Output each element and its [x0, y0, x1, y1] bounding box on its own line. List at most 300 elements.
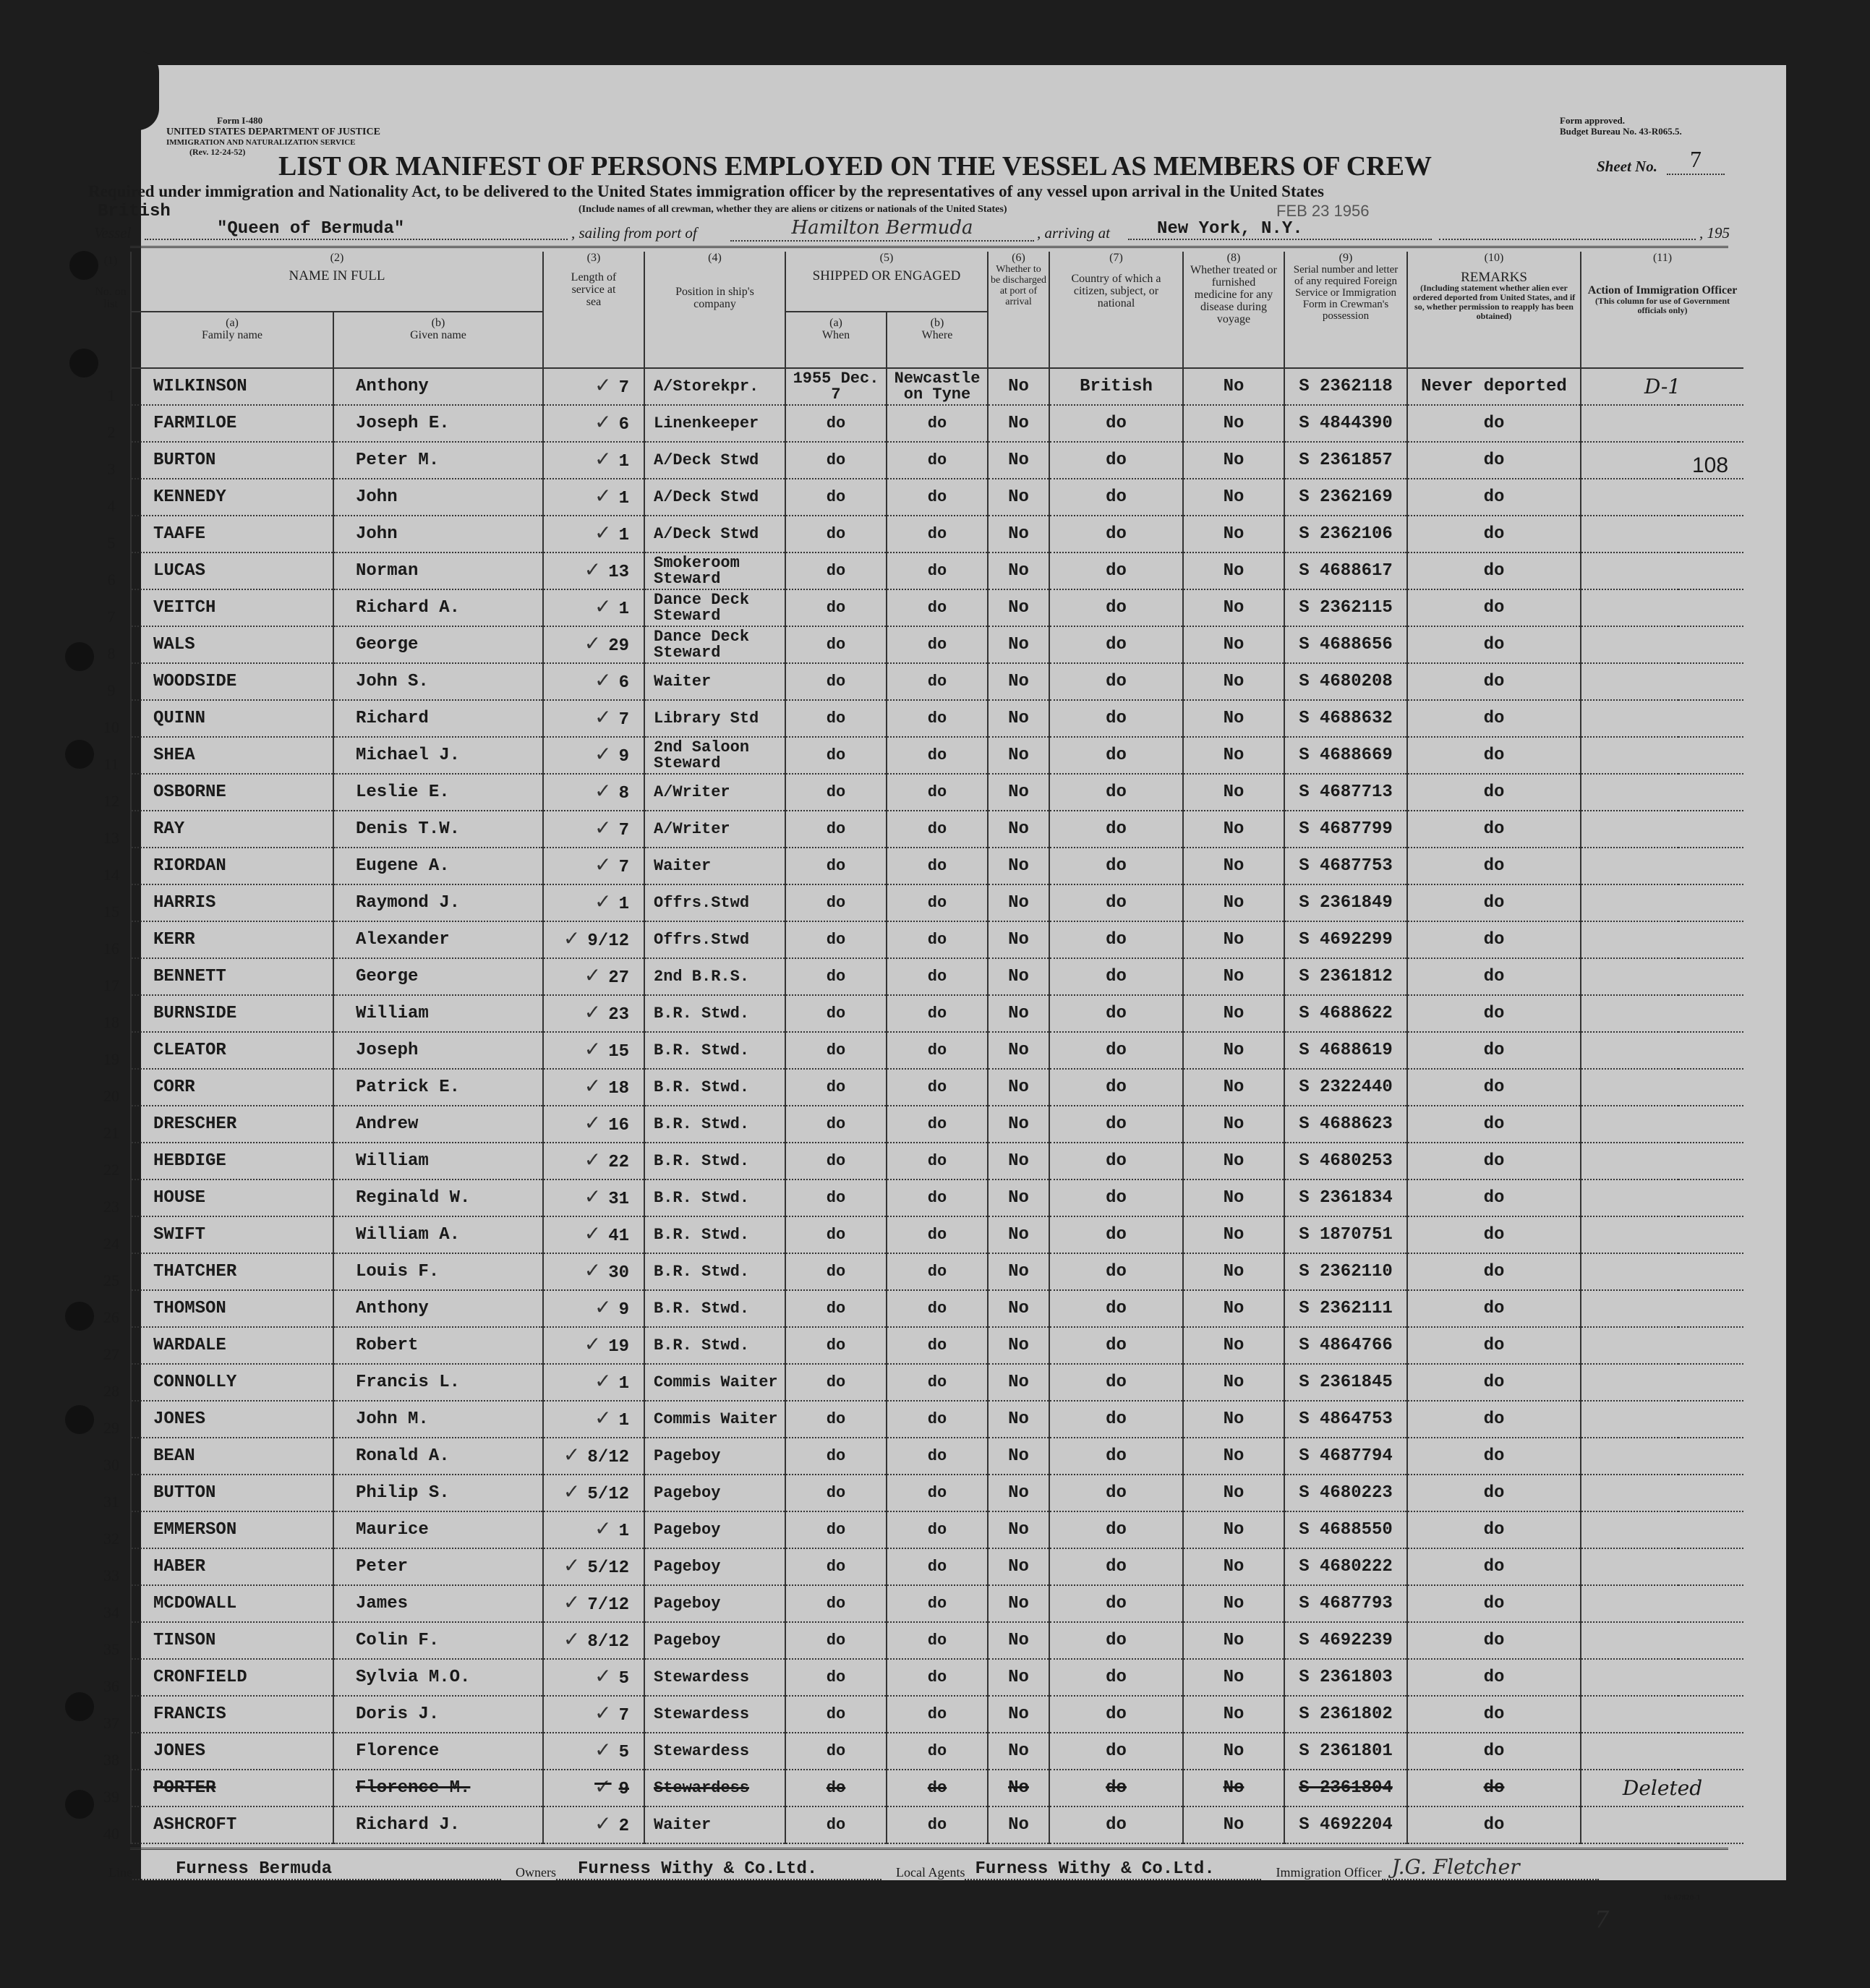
cell-action: [1581, 479, 1743, 516]
cell-where: [887, 884, 988, 921]
value-service: 7: [618, 377, 629, 398]
crew-row: [131, 1806, 1743, 1843]
value-service: 8/12: [587, 1447, 629, 1467]
value-discharged: No: [1008, 524, 1029, 544]
value-position: B.R. Stwd.: [654, 1078, 750, 1096]
checkmark-icon: ✓: [563, 1626, 581, 1651]
crew-row: [131, 516, 1743, 553]
crew-row: [131, 368, 1743, 405]
cell-given: [333, 405, 543, 442]
row-number: 25: [103, 1271, 119, 1289]
value-serial: S 4688550: [1299, 1519, 1393, 1540]
checkmark-icon: ✓: [563, 1479, 581, 1503]
cell-treated: [1183, 737, 1284, 774]
cell-position: [644, 589, 785, 626]
value-service: 7: [618, 820, 629, 840]
cell-serial: [1284, 1253, 1407, 1290]
cell-position: [644, 1438, 785, 1475]
value-serial: S 4864766: [1299, 1335, 1393, 1355]
row-number: 1: [107, 386, 116, 404]
row-number: 5: [107, 534, 116, 552]
cell-remarks: [1407, 626, 1581, 663]
value-when: do: [826, 1631, 846, 1650]
cell-country: [1049, 1032, 1183, 1069]
value-treated: No: [1223, 1151, 1244, 1171]
value-discharged: No: [1008, 560, 1029, 581]
cell-service: [543, 626, 644, 663]
value-remarks: do: [1483, 634, 1505, 654]
value-family: RAY: [153, 819, 185, 839]
crew-row: [131, 921, 1743, 958]
value-family: TAAFE: [153, 524, 206, 544]
cell-action: [1581, 1069, 1743, 1106]
checkmark-icon: ✓: [594, 1737, 612, 1762]
checkmark-icon: ✓: [563, 1442, 581, 1467]
cell-family: [131, 1032, 333, 1069]
col2a-label: (a): [226, 317, 239, 329]
value-given: George: [356, 966, 419, 986]
cell-family: [131, 1438, 333, 1475]
checkmark-icon: ✓: [563, 1590, 581, 1614]
cell-given: [333, 626, 543, 663]
cell-serial: [1284, 1770, 1407, 1806]
col-action-of-officer: Action of Immigration Officer: [1587, 284, 1738, 297]
value-treated: No: [1223, 782, 1244, 802]
value-country: do: [1106, 1224, 1127, 1245]
value-position: Waiter: [654, 856, 712, 875]
cell-where: [887, 1106, 988, 1143]
cell-where: [887, 442, 988, 479]
value-family: HARRIS: [153, 892, 216, 913]
value-discharged: No: [1008, 966, 1029, 986]
value-remarks: do: [1483, 1261, 1505, 1281]
cell-treated: [1183, 884, 1284, 921]
value-given: George: [356, 634, 419, 654]
cell-where: [887, 774, 988, 811]
officer-signature: J.G. Fletcher: [1382, 1855, 1599, 1880]
value-action: D-1: [1644, 374, 1681, 398]
value-given: Anthony: [356, 1298, 429, 1318]
value-serial: S 4688617: [1299, 560, 1393, 581]
col-position: Position in ship's company: [675, 286, 754, 310]
punch-hole: [65, 1790, 94, 1819]
value-position: Dance Deck Steward: [654, 627, 750, 662]
crew-row: [131, 1216, 1743, 1253]
cell-family: [131, 884, 333, 921]
col5a-label: (a): [829, 317, 842, 329]
value-country: do: [1106, 1667, 1127, 1687]
cell-treated: [1183, 1216, 1284, 1253]
value-where: do: [927, 1594, 947, 1613]
cell-serial: [1284, 1622, 1407, 1659]
checkmark-icon: ✓: [584, 963, 602, 987]
cell-when: [785, 921, 887, 958]
cell-where: [887, 1253, 988, 1290]
value-country: do: [1106, 1261, 1127, 1281]
cell-serial: [1284, 626, 1407, 663]
cell-remarks: [1407, 1106, 1581, 1143]
checkmark-icon: ✓: [594, 1294, 612, 1319]
local-agents-value: Furness Withy & Co.Ltd.: [975, 1859, 1215, 1879]
value-remarks: do: [1483, 782, 1505, 802]
cell-action: [1581, 1401, 1743, 1438]
value-family: HEBDIGE: [153, 1151, 226, 1171]
cell-treated: [1183, 1179, 1284, 1216]
value-country: do: [1106, 1778, 1127, 1798]
cell-given: [333, 1179, 543, 1216]
cell-remarks: [1407, 1475, 1581, 1511]
row-number: 39: [103, 1788, 119, 1806]
col7-num: (7): [1109, 252, 1123, 264]
value-treated: No: [1223, 929, 1244, 950]
cell-country: [1049, 663, 1183, 700]
checkmark-icon: ✓: [563, 1553, 581, 1577]
value-treated: No: [1223, 1261, 1244, 1281]
row-number: 33: [103, 1566, 119, 1584]
value-when: do: [826, 746, 846, 764]
cell-family: [131, 1585, 333, 1622]
col1-num: (1): [103, 255, 118, 267]
cell-given: [333, 1290, 543, 1327]
value-discharged: No: [1008, 1040, 1029, 1060]
col-name-in-full: NAME IN FULL: [289, 268, 385, 283]
cell-family: [131, 921, 333, 958]
value-remarks: do: [1483, 1704, 1505, 1724]
cell-service: [543, 1438, 644, 1475]
value-family: MCDOWALL: [153, 1593, 237, 1613]
cell-service: [543, 1069, 644, 1106]
value-when: do: [826, 1705, 846, 1723]
value-position: 2nd Saloon Steward: [654, 738, 750, 772]
value-position: Stewardess: [654, 1705, 750, 1723]
cell-discharged: [988, 995, 1049, 1032]
cell-when: [785, 1143, 887, 1179]
cell-treated: [1183, 479, 1284, 516]
value-given: Richard J.: [356, 1814, 461, 1835]
value-treated: No: [1223, 892, 1244, 913]
value-service: 6: [618, 414, 629, 435]
cell-where: [887, 1511, 988, 1548]
cell-position: [644, 1143, 785, 1179]
cell-treated: [1183, 774, 1284, 811]
value-when: do: [826, 487, 846, 506]
cell-position: [644, 811, 785, 848]
col-serial-number: Serial number and letter of any required Foreign Service or Immigration Form in Crewman's possession: [1293, 264, 1399, 322]
value-remarks: do: [1483, 1224, 1505, 1245]
value-family: LUCAS: [153, 560, 206, 581]
cell-treated: [1183, 1585, 1284, 1622]
cell-service: [543, 884, 644, 921]
cell-given: [333, 958, 543, 995]
value-given: Reginald W.: [356, 1187, 471, 1208]
cell-action: [1581, 663, 1743, 700]
cell-serial: [1284, 1438, 1407, 1475]
value-discharged: No: [1008, 1741, 1029, 1761]
value-family: OSBORNE: [153, 782, 226, 802]
row-number: 27: [103, 1345, 119, 1363]
crew-row: [131, 958, 1743, 995]
value-country: do: [1106, 1040, 1127, 1060]
cell-country: [1049, 442, 1183, 479]
cell-remarks: [1407, 1696, 1581, 1733]
cell-when: [785, 1659, 887, 1696]
value-given: William: [356, 1003, 429, 1023]
value-position: Smokeroom Steward: [654, 553, 740, 588]
value-remarks: do: [1483, 1593, 1505, 1613]
cell-given: [333, 1622, 543, 1659]
cell-given: [333, 479, 543, 516]
value-family: BURNSIDE: [153, 1003, 237, 1023]
value-family: CRONFIELD: [153, 1667, 247, 1687]
cell-serial: [1284, 1548, 1407, 1585]
cell-discharged: [988, 1696, 1049, 1733]
cell-service: [543, 1733, 644, 1770]
cell-when: [785, 442, 887, 479]
cell-position: [644, 553, 785, 589]
cell-action: [1581, 1548, 1743, 1585]
value-serial: S 4687753: [1299, 856, 1393, 876]
value-when: do: [826, 451, 846, 469]
col-country: Country of which a citizen, subject, or national: [1071, 273, 1161, 310]
cell-given: [333, 1585, 543, 1622]
value-position: B.R. Stwd.: [654, 1262, 750, 1281]
value-where: do: [927, 1004, 947, 1023]
cell-action: [1581, 700, 1743, 737]
value-when: do: [826, 1815, 846, 1834]
value-treated: No: [1223, 1335, 1244, 1355]
cell-serial: [1284, 368, 1407, 405]
cell-where: [887, 1475, 988, 1511]
punch-hole: [65, 740, 94, 769]
value-where: do: [927, 1409, 947, 1428]
cell-family: [131, 516, 333, 553]
cell-when: [785, 1548, 887, 1585]
value-remarks: do: [1483, 597, 1505, 618]
value-remarks: do: [1483, 892, 1505, 913]
cell-position: [644, 700, 785, 737]
value-remarks: do: [1483, 1483, 1505, 1503]
cell-treated: [1183, 1327, 1284, 1364]
checkmark-icon: ✓: [594, 704, 612, 729]
value-position: B.R. Stwd.: [654, 1299, 750, 1318]
cell-remarks: [1407, 1401, 1581, 1438]
value-given: Sylvia M.O.: [356, 1667, 471, 1687]
cell-remarks: [1407, 1327, 1581, 1364]
cell-serial: [1284, 442, 1407, 479]
value-position: Pageboy: [654, 1594, 721, 1613]
value-country: do: [1106, 1814, 1127, 1835]
cell-country: [1049, 1216, 1183, 1253]
value-treated: No: [1223, 413, 1244, 433]
value-where: do: [927, 487, 947, 506]
value-remarks: do: [1483, 1814, 1505, 1835]
value-serial: S 4688669: [1299, 745, 1393, 765]
date-stamp: FEB 23 1956: [1276, 202, 1370, 220]
row-number: 24: [103, 1234, 119, 1253]
value-serial: S 2362106: [1299, 524, 1393, 544]
cell-position: [644, 1770, 785, 1806]
cell-treated: [1183, 1696, 1284, 1733]
row-number: 18: [103, 1013, 119, 1031]
row-number: 12: [103, 792, 119, 810]
value-given: John S.: [356, 671, 429, 691]
value-when: do: [826, 635, 846, 654]
cell-where: [887, 921, 988, 958]
value-given: John: [356, 487, 398, 507]
cell-action: [1581, 1770, 1743, 1806]
cell-position: [644, 774, 785, 811]
cell-position: [644, 516, 785, 553]
cell-discharged: [988, 589, 1049, 626]
value-serial: S 4680208: [1299, 671, 1393, 691]
cell-action: [1581, 589, 1743, 626]
value-discharged: No: [1008, 1778, 1029, 1798]
value-country: British: [1080, 376, 1153, 396]
value-family: EMMERSON: [153, 1519, 237, 1540]
cell-serial: [1284, 1327, 1407, 1364]
checkmark-icon: ✓: [594, 1516, 612, 1540]
cell-remarks: [1407, 589, 1581, 626]
cell-where: [887, 516, 988, 553]
value-discharged: No: [1008, 1335, 1029, 1355]
cell-treated: [1183, 368, 1284, 405]
value-country: do: [1106, 819, 1127, 839]
cell-treated: [1183, 1475, 1284, 1511]
cell-where: [887, 1438, 988, 1475]
cell-discharged: [988, 479, 1049, 516]
value-position: Pageboy: [654, 1631, 721, 1650]
value-country: do: [1106, 634, 1127, 654]
value-where: do: [927, 1446, 947, 1465]
cell-family: [131, 1401, 333, 1438]
value-given: Francis L.: [356, 1372, 461, 1392]
col-discharged: Whether to be discharged at port of arrival: [990, 264, 1047, 307]
cell-treated: [1183, 1364, 1284, 1401]
value-family: FRANCIS: [153, 1704, 226, 1724]
value-remarks: do: [1483, 1667, 1505, 1687]
value-when: 1955 Dec. 7: [793, 369, 879, 404]
crew-row: [131, 1770, 1743, 1806]
crew-row: [131, 1438, 1743, 1475]
cell-remarks: [1407, 958, 1581, 995]
value-treated: No: [1223, 634, 1244, 654]
value-where: do: [927, 1188, 947, 1207]
value-serial: S 1870751: [1299, 1224, 1393, 1245]
cell-action: [1581, 1438, 1743, 1475]
value-position: Waiter: [654, 1815, 712, 1834]
value-discharged: No: [1008, 929, 1029, 950]
cell-family: [131, 995, 333, 1032]
value-family: HABER: [153, 1556, 206, 1577]
cell-action: [1581, 1179, 1743, 1216]
value-serial: S 4687793: [1299, 1593, 1393, 1613]
value-action: Deleted: [1622, 1775, 1703, 1800]
cell-given: [333, 1438, 543, 1475]
cell-action: [1581, 1696, 1743, 1733]
line-value: Furness Bermuda: [176, 1859, 333, 1879]
col8-num: (8): [1226, 252, 1241, 264]
checkmark-icon: ✓: [594, 520, 612, 545]
cell-family: [131, 1770, 333, 1806]
checkmark-icon: ✓: [594, 852, 612, 876]
cell-serial: [1284, 479, 1407, 516]
value-when: do: [826, 1483, 846, 1502]
crew-row: [131, 1290, 1743, 1327]
value-where: do: [927, 524, 947, 543]
crew-row: [131, 1143, 1743, 1179]
cell-treated: [1183, 700, 1284, 737]
cell-given: [333, 1548, 543, 1585]
cell-action: [1581, 516, 1743, 553]
cell-given: [333, 1032, 543, 1069]
cell-treated: [1183, 663, 1284, 700]
value-remarks: do: [1483, 450, 1505, 470]
cell-where: [887, 1032, 988, 1069]
value-serial: S 4680223: [1299, 1483, 1393, 1503]
value-treated: No: [1223, 856, 1244, 876]
cell-where: [887, 1548, 988, 1585]
cell-action: [1581, 1475, 1743, 1511]
value-given: Doris J.: [356, 1704, 440, 1724]
punch-hole: [65, 1692, 94, 1721]
cell-service: [543, 700, 644, 737]
value-position: B.R. Stwd.: [654, 1004, 750, 1023]
punch-hole: [65, 1302, 94, 1331]
row-number: 40: [103, 1825, 119, 1843]
cell-action: [1581, 737, 1743, 774]
cell-when: [785, 1179, 887, 1216]
cell-discharged: [988, 1032, 1049, 1069]
cell-treated: [1183, 1253, 1284, 1290]
value-family: WARDALE: [153, 1335, 226, 1355]
value-treated: No: [1223, 1814, 1244, 1835]
cell-given: [333, 1253, 543, 1290]
cell-when: [785, 1253, 887, 1290]
crew-row: [131, 1179, 1743, 1216]
cell-position: [644, 884, 785, 921]
value-service: 7: [618, 709, 629, 730]
row-number: 36: [103, 1677, 119, 1695]
checkmark-icon: ✓: [584, 1073, 602, 1098]
cell-discharged: [988, 921, 1049, 958]
owners-label: Owners: [516, 1865, 556, 1880]
cell-treated: [1183, 553, 1284, 589]
cell-family: [131, 1475, 333, 1511]
value-remarks: do: [1483, 560, 1505, 581]
crew-row: [131, 1106, 1743, 1143]
cell-serial: [1284, 995, 1407, 1032]
margin-note: 108: [1692, 453, 1729, 477]
cell-remarks: [1407, 884, 1581, 921]
value-when: do: [826, 1520, 846, 1539]
value-given: Leslie E.: [356, 782, 450, 802]
value-remarks: do: [1483, 708, 1505, 728]
row-number: 19: [103, 1050, 119, 1068]
value-family: SWIFT: [153, 1224, 206, 1245]
cell-discharged: [988, 1143, 1049, 1179]
value-treated: No: [1223, 745, 1244, 765]
cell-service: [543, 553, 644, 589]
cell-remarks: [1407, 700, 1581, 737]
value-discharged: No: [1008, 856, 1029, 876]
value-given: Joseph E.: [356, 413, 450, 433]
value-serial: S 2322440: [1299, 1077, 1393, 1097]
cell-country: [1049, 1438, 1183, 1475]
cell-treated: [1183, 405, 1284, 442]
cell-discharged: [988, 884, 1049, 921]
cell-remarks: [1407, 553, 1581, 589]
punch-hole: [69, 349, 98, 377]
